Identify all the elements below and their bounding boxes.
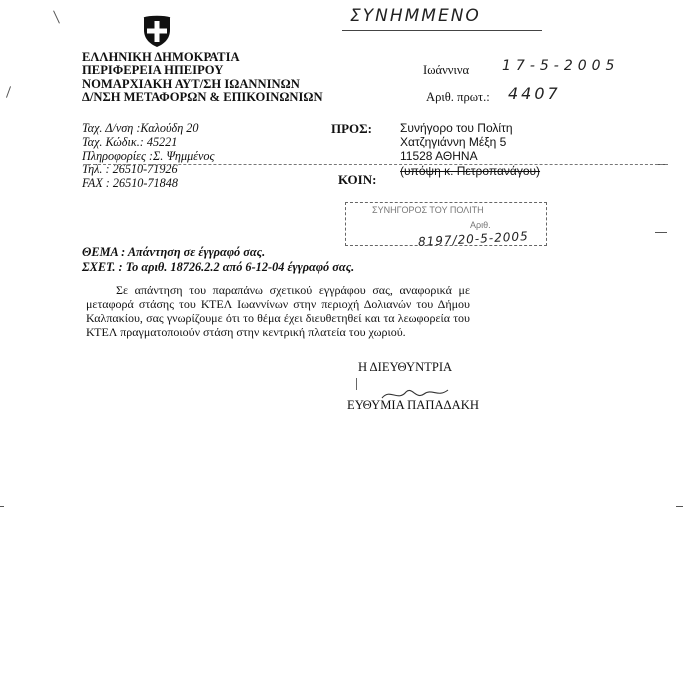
body-line: Σε απάντηση του παραπάνω σχετικού εγγράφου σας, αναφορικά με: [116, 283, 470, 297]
signature-name: ΕΥΘΥΜΙΑ ΠΑΠΑΔΑΚΗ: [347, 398, 479, 412]
recipient-line: 11528 ΑΘΗΝΑ: [400, 149, 478, 164]
place-label: Ιωάννινα: [423, 63, 470, 77]
annotation-underline: [342, 30, 542, 31]
scan-mark: [6, 86, 11, 98]
reference-line: ΣΧΕΤ. : Το αριθ. 18726.2.2 από 6-12-04 έγγραφό σας.: [82, 260, 355, 274]
subject-line: ΘΕΜΑ : Απάντηση σε έγγραφό σας.: [82, 245, 266, 259]
contact-fax: FAX : 26510-71848: [82, 176, 178, 191]
sender-line: ΕΛΛΗΝΙΚΗ ΔΗΜΟΚΡΑΤΙΑ: [82, 50, 240, 64]
contact-postal-code: Ταχ. Κώδικ.: 45221: [82, 134, 178, 149]
sender-line: ΠΕΡΙΦΕΡΕΙΑ ΗΠΕΙΡΟΥ: [82, 63, 224, 78]
scan-mark: [0, 506, 4, 507]
handwritten-annotation: ΣΥΝΗΜΜΕΝΟ: [350, 6, 481, 26]
signature-title: Η ΔΙΕΥΘΥΝΤΡΙΑ: [358, 360, 453, 374]
body-line: Καλπακίου, σας γνωρίζουμε ότι το θέμα έχει διευθετηθεί και τα λεωφορεία του: [86, 311, 470, 325]
sender-block: [82, 51, 323, 105]
contact-block: [82, 122, 214, 191]
handwritten-date: 17-5-2005: [502, 58, 620, 74]
recipient-line: (υπόψη κ. Πετροπανάγου): [400, 163, 541, 178]
scan-mark: [655, 232, 667, 233]
sender-line: Δ/ΝΣΗ ΜΕΤΑΦΟΡΩΝ & ΕΠΙΚΟΙΝΩΝΙΩΝ: [82, 90, 323, 105]
recipient-line: Συνήγορο του Πολίτη: [400, 121, 513, 135]
body-line: μεταφορά στάσης του ΚΤΕΛ Ιωαννίνων στην περιοχή Δολιανών του Δήμου: [86, 297, 470, 311]
greek-coat-of-arms-icon: [140, 14, 174, 48]
scan-mark: [53, 10, 60, 23]
body-line: ΚΤΕΛ πραγματοποιούν στάση στην κεντρική πλατεία του χωριού.: [86, 325, 406, 339]
contact-phone: Τηλ. : 26510-71926: [82, 162, 178, 177]
contact-info: Πληροφορίες :Σ. Ψημμένος: [82, 148, 215, 163]
signature-tick: [356, 378, 357, 390]
protocol-label: Αριθ. πρωτ.:: [426, 90, 490, 104]
koin-label: ΚΟΙΝ:: [338, 172, 377, 187]
recipient-label: ΠΡΟΣ:: [331, 121, 372, 136]
stamp-handwritten-number: 8197/20-5-2005: [417, 229, 529, 249]
contact-address: Ταχ. Δ/νση :Καλούδη 20: [82, 121, 199, 135]
stamp-title: ΣΥΝΗΓΟΡΟΣ ΤΟΥ ΠΟΛΙΤΗ: [372, 205, 484, 215]
rule-line: [88, 164, 668, 165]
stamp-subtitle: Αριθ.: [470, 220, 491, 230]
handwritten-protocol-number: 4407: [508, 84, 561, 103]
sender-line: ΝΟΜΑΡΧΙΑΚΗ ΑΥΤ/ΣΗ ΙΩΑΝΝΙΝΩΝ: [82, 76, 300, 91]
recipient-line: Χατζηγιάννη Μέξη 5: [400, 135, 507, 150]
letter-body: [86, 283, 470, 339]
handwritten-signature: [380, 384, 450, 404]
scan-mark: [676, 506, 683, 507]
recipient-block: [400, 121, 540, 178]
